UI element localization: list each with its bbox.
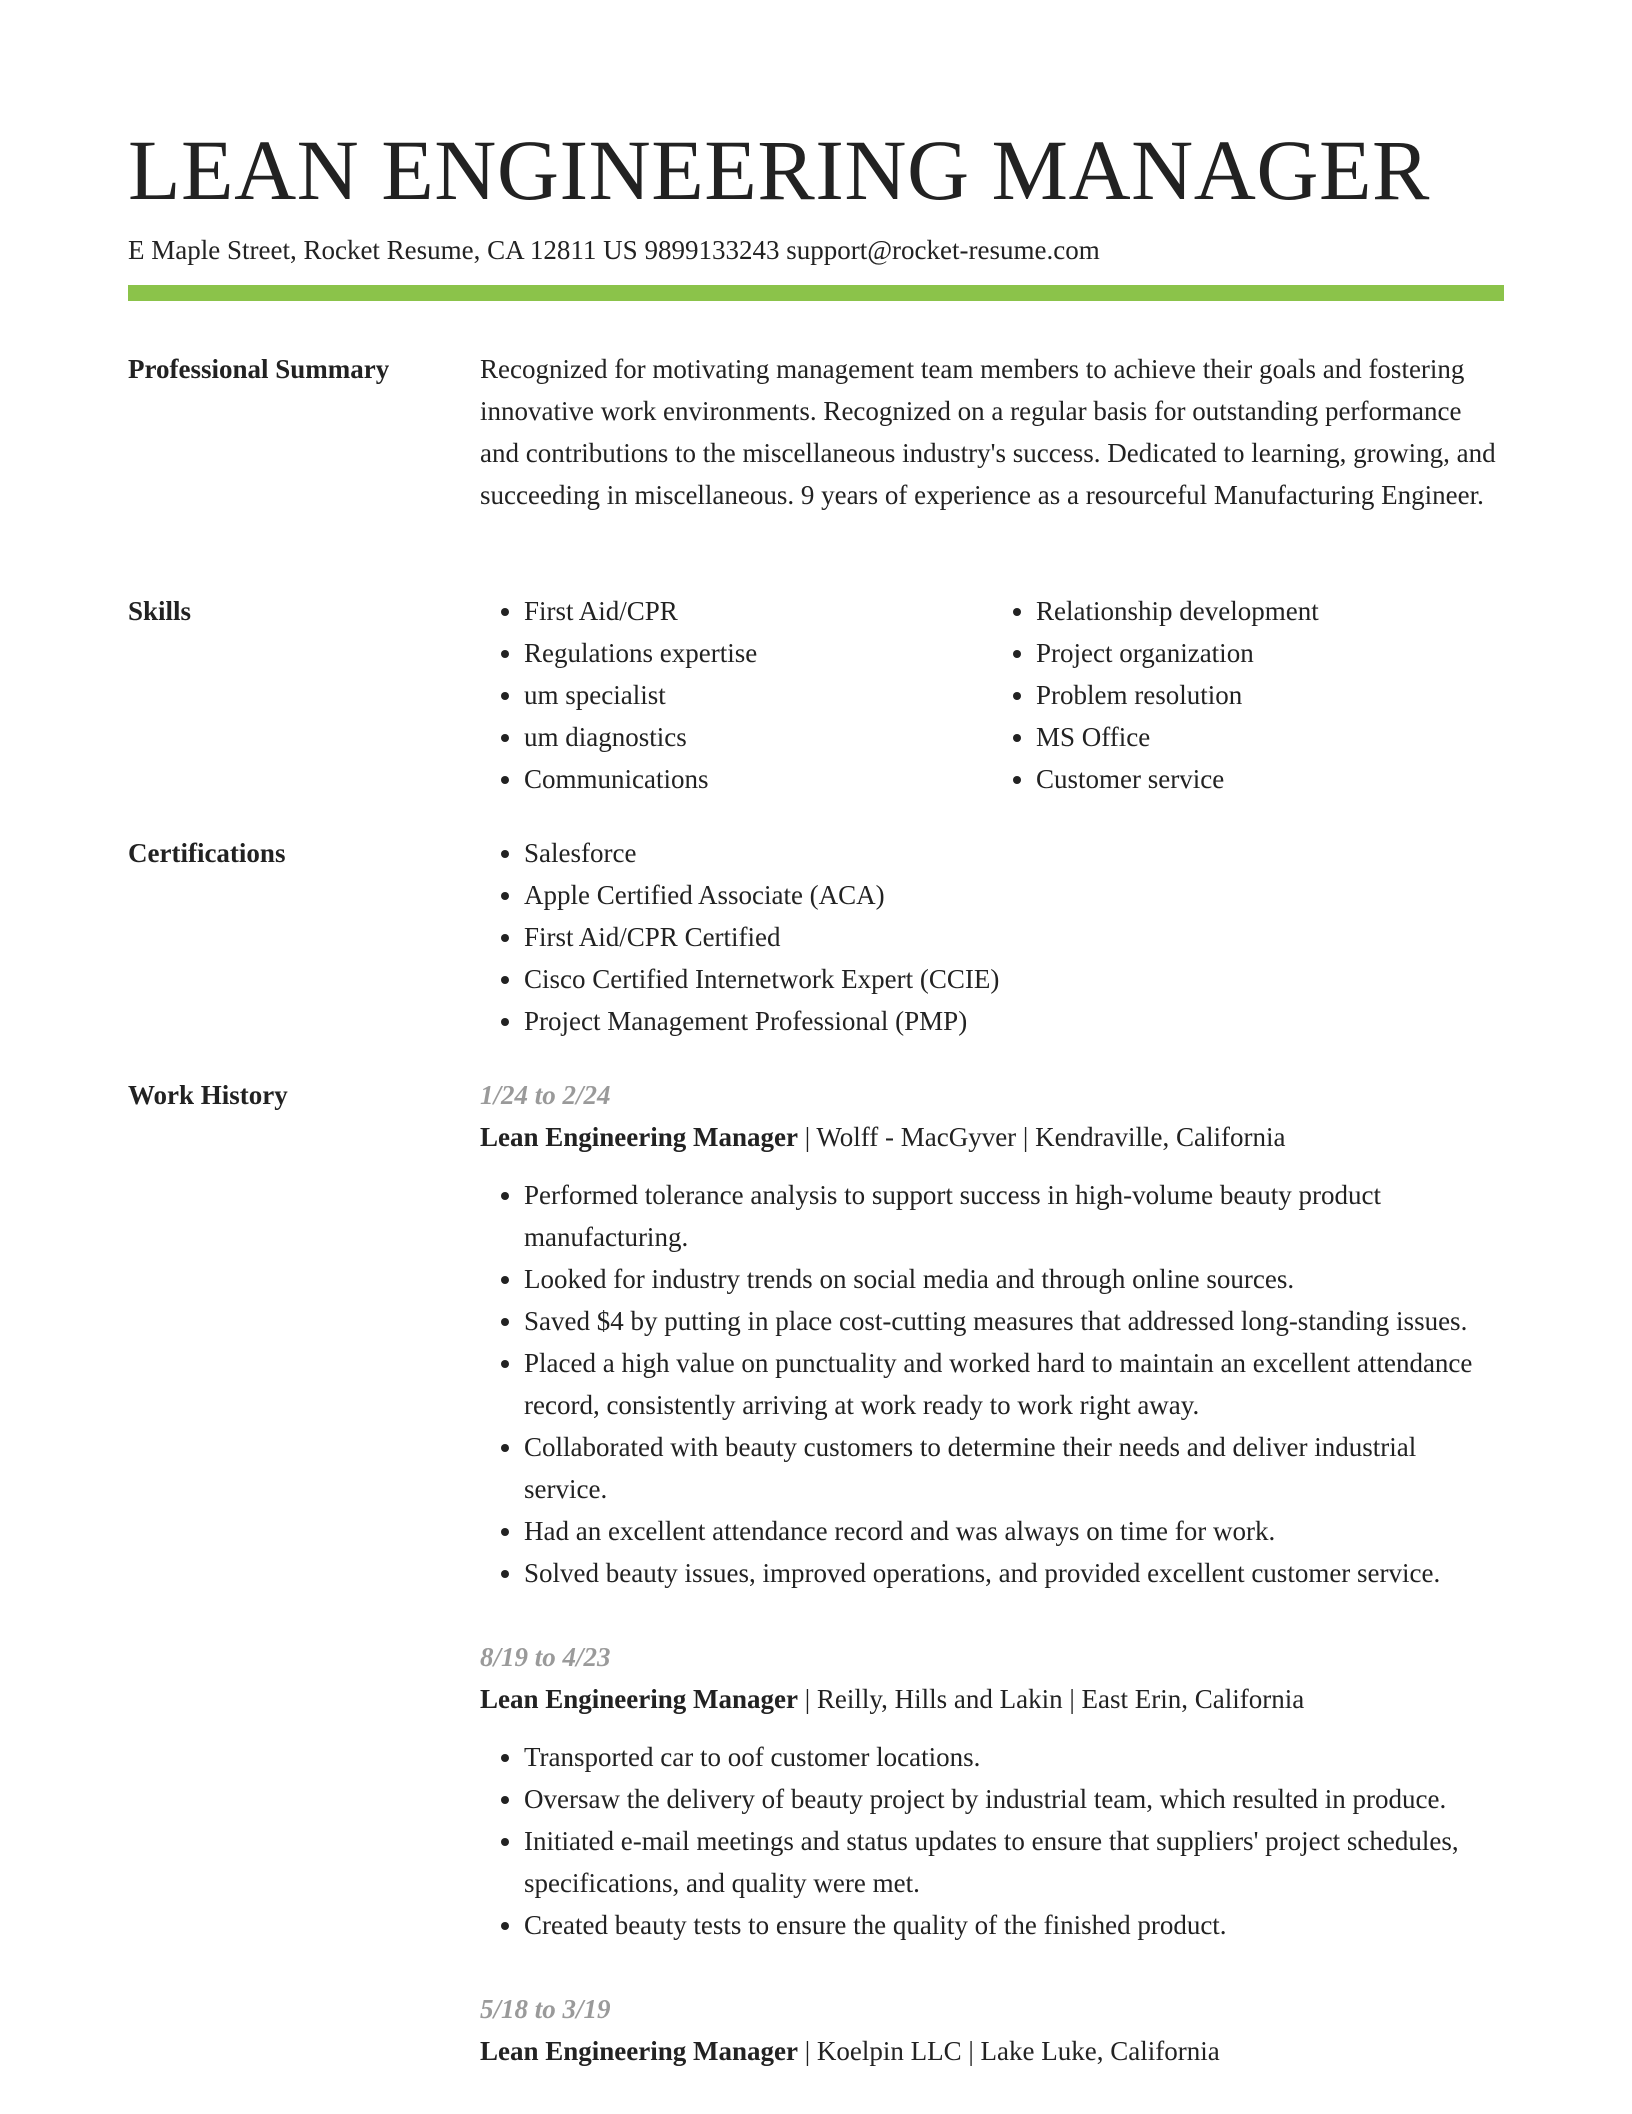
job-duties bbox=[480, 1174, 1504, 1594]
certification-item: • Salesforce bbox=[524, 832, 1504, 874]
job-details: | Reilly, Hills and Lakin | East Erin, California bbox=[798, 1684, 1305, 1714]
duty-item: • Transported car to oof customer locations. bbox=[524, 1736, 1504, 1778]
certifications-label: Certifications bbox=[128, 838, 286, 868]
skill-item: • MS Office bbox=[1036, 716, 1504, 758]
summary-content bbox=[480, 348, 1504, 516]
skill-item: • um diagnostics bbox=[524, 716, 992, 758]
duty-item: • Initiated e-mail meetings and status updates to ensure that suppliers' project schedules, specifications, and quality were met. bbox=[524, 1820, 1504, 1904]
work-history-label: Work History bbox=[128, 1080, 288, 1110]
job-duties bbox=[480, 1736, 1504, 1946]
duty-item: • Collaborated with beauty customers to determine their needs and deliver industrial service. bbox=[524, 1426, 1504, 1510]
skills-column-left bbox=[480, 590, 992, 800]
job-title: Lean Engineering Manager bbox=[480, 1684, 798, 1714]
certification-item: • Apple Certified Associate (ACA) bbox=[524, 874, 1504, 916]
skill-item: • Project organization bbox=[1036, 632, 1504, 674]
work-history-content bbox=[480, 1074, 1504, 2114]
skills-column-right bbox=[992, 590, 1504, 800]
job-title: Lean Engineering Manager bbox=[480, 1122, 798, 1152]
duty-item: • Looked for industry trends on social media and through online sources. bbox=[524, 1258, 1504, 1300]
job-entry bbox=[480, 1988, 1504, 2072]
summary-label: Professional Summary bbox=[128, 354, 390, 384]
duty-item: • Saved $4 by putting in place cost-cutting measures that addressed long-standing issues. bbox=[524, 1300, 1504, 1342]
certifications-list bbox=[480, 832, 1504, 1042]
job-entry bbox=[480, 1074, 1504, 1594]
summary-text: Recognized for motivating management team members to achieve their goals and fostering innovative work environments. Recognized on a regular basis for outstanding performance and contributions to the miscellaneous industry's success. Dedicated to learning, growing, and succeeding in miscellaneous. 9 years of experience as a resourceful Manufacturing Engineer. bbox=[480, 354, 1496, 510]
duty-item: • Oversaw the delivery of beauty project by industrial team, which resulted in produce. bbox=[524, 1778, 1504, 1820]
job-heading bbox=[480, 2030, 1504, 2072]
job-heading bbox=[480, 1678, 1504, 1720]
skill-item: • Relationship development bbox=[1036, 590, 1504, 632]
skill-item: • Customer service bbox=[1036, 758, 1504, 800]
skill-item: • Communications bbox=[524, 758, 992, 800]
job-dates: 5/18 to 3/19 bbox=[480, 1994, 611, 2024]
duty-item: • Performed tolerance analysis to support success in high-volume beauty product manufacturing. bbox=[524, 1174, 1504, 1258]
certification-item: • First Aid/CPR Certified bbox=[524, 916, 1504, 958]
job-title: Lean Engineering Manager bbox=[480, 2036, 798, 2066]
job-details: | Wolff - MacGyver | Kendraville, California bbox=[798, 1122, 1286, 1152]
duty-item: • Placed a high value on punctuality and worked hard to maintain an excellent attendance record, consistently arriving at work ready to work right away. bbox=[524, 1342, 1504, 1426]
certification-item: • Project Management Professional (PMP) bbox=[524, 1000, 1504, 1042]
skill-item: • Problem resolution bbox=[1036, 674, 1504, 716]
skill-item: • Regulations expertise bbox=[524, 632, 992, 674]
certification-item: • Cisco Certified Internetwork Expert (CCIE) bbox=[524, 958, 1504, 1000]
job-heading bbox=[480, 1116, 1504, 1158]
skills-list bbox=[480, 590, 1504, 800]
contact-line: E Maple Street, Rocket Resume, CA 12811 US 9899133243 support@rocket-resume.com bbox=[128, 235, 1100, 265]
certifications-content bbox=[480, 832, 1504, 1042]
resume-header bbox=[128, 118, 1504, 270]
job-dates: 1/24 to 2/24 bbox=[480, 1080, 611, 1110]
job-entry bbox=[480, 1636, 1504, 1946]
job-dates: 8/19 to 4/23 bbox=[480, 1642, 611, 1672]
duty-item: • Created beauty tests to ensure the quality of the finished product. bbox=[524, 1904, 1504, 1946]
job-details: | Koelpin LLC | Lake Luke, California bbox=[798, 2036, 1220, 2066]
duty-item: • Solved beauty issues, improved operations, and provided excellent customer service. bbox=[524, 1552, 1504, 1594]
candidate-title: LEAN ENGINEERING MANAGER bbox=[128, 122, 1430, 218]
skill-item: • um specialist bbox=[524, 674, 992, 716]
duty-item: • Had an excellent attendance record and was always on time for work. bbox=[524, 1510, 1504, 1552]
accent-divider bbox=[128, 285, 1504, 301]
skill-item: • First Aid/CPR bbox=[524, 590, 992, 632]
skills-label: Skills bbox=[128, 596, 192, 626]
